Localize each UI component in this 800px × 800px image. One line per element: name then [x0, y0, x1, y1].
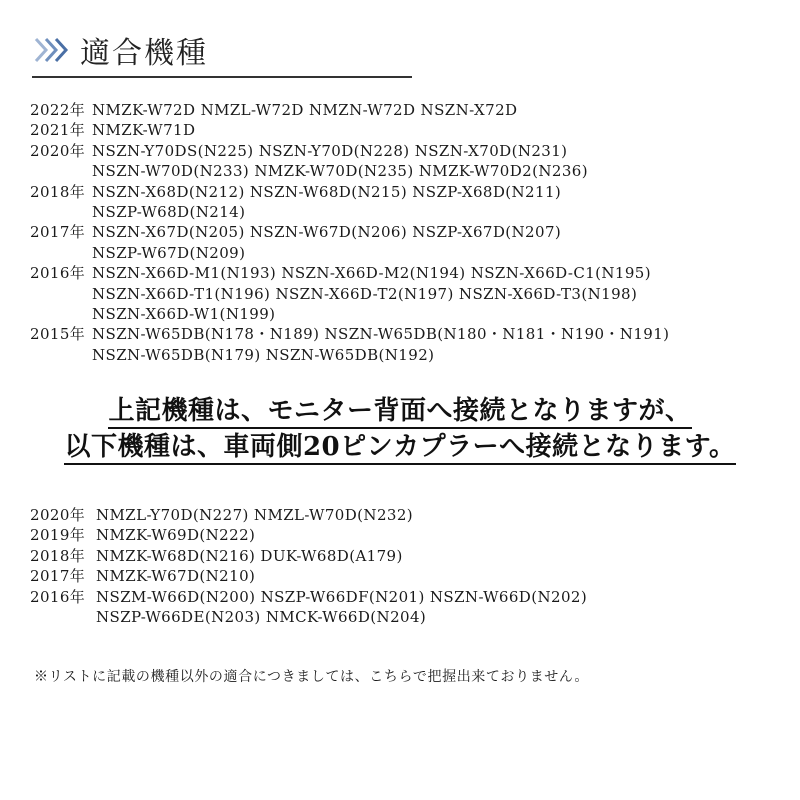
model-names: NMZL-Y70D(N227) NMZL-W70D(N232): [96, 506, 414, 524]
model-names: NSZN-W65DB(N179) NSZN-W65DB(N192): [92, 345, 435, 364]
year-label: [30, 304, 92, 324]
year-label: 2016年: [30, 587, 86, 606]
year-label: 2018年: [30, 546, 86, 565]
list-item: [30, 607, 587, 627]
list-item: [30, 587, 587, 607]
year-label: 2019年: [30, 526, 86, 545]
model-names: NSZN-X66D-W1(N199): [92, 305, 276, 324]
connection-notice-line-1: [0, 396, 800, 429]
list-item: [30, 546, 587, 566]
year-label: [30, 607, 96, 627]
model-names: NMZK-W68D(N216) DUK-W68D(A179): [96, 546, 403, 565]
model-names: NSZN-Y70DS(N225) NSZN-Y70D(N228) NSZN-X70D(N231): [92, 141, 568, 160]
list-item: [30, 304, 669, 324]
list-item: [30, 161, 669, 181]
page-title: 適合機種: [80, 36, 208, 71]
list-item: [30, 505, 587, 525]
year-label: [30, 243, 92, 263]
list-item: [30, 182, 669, 202]
year-label: 2021年: [30, 121, 86, 140]
model-names: NSZN-W65DB(N178・N189) NSZN-W65DB(N180・N181・N190・N191): [92, 325, 670, 344]
year-label: 2018年: [30, 182, 86, 201]
list-item: [30, 263, 669, 283]
title-underline: [32, 76, 412, 78]
model-names: NMZK-W71D: [92, 121, 196, 140]
year-label: 2016年: [30, 264, 86, 283]
list-item: [30, 100, 669, 120]
section-header: [32, 28, 208, 72]
year-label: 2017年: [30, 567, 86, 586]
year-label: 2017年: [30, 223, 86, 242]
list-item: [30, 525, 587, 545]
year-label: [30, 345, 92, 365]
list-item: [30, 566, 587, 586]
list-item: [30, 243, 669, 263]
list-item: [30, 222, 669, 242]
model-names: NSZP-W67D(N209): [92, 243, 246, 262]
compatible-models-list-rear: [30, 100, 669, 365]
double-chevron-right-icon: [32, 35, 72, 65]
connection-notice-line-2: [0, 432, 800, 465]
list-item: [30, 141, 669, 161]
notice-text-1: 上記機種は、モニター背面へ接続となりますが、: [108, 396, 691, 429]
year-label: 2020年: [30, 141, 86, 160]
year-label: 2020年: [30, 506, 86, 524]
year-label: [30, 284, 92, 304]
year-label: 2015年: [30, 325, 86, 344]
list-item: [30, 202, 669, 222]
list-item: [30, 345, 669, 365]
list-item: [30, 324, 669, 344]
model-names: NSZM-W66D(N200) NSZP-W66DF(N201) NSZN-W66D(N202): [96, 587, 588, 606]
model-names: NSZN-X66D-T1(N196) NSZN-X66D-T2(N197) NSZN-X66D-T3(N198): [92, 284, 638, 303]
year-label: 2022年: [30, 101, 86, 119]
year-label: [30, 161, 92, 181]
model-names: NSZP-W66DE(N203) NMCK-W66D(N204): [96, 608, 427, 627]
model-names: NSZN-W70D(N233) NMZK-W70D(N235) NMZK-W70D2(N236): [92, 162, 588, 181]
compatible-models-list-20pin: [30, 505, 587, 627]
list-item: [30, 284, 669, 304]
model-names: NSZN-X67D(N205) NSZN-W67D(N206) NSZP-X67D(N207): [92, 223, 562, 242]
model-names: NSZN-X68D(N212) NSZN-W68D(N215) NSZP-X68D(N211): [92, 182, 562, 201]
model-names: NSZN-X66D-M1(N193) NSZN-X66D-M2(N194) NSZN-X66D-C1(N195): [92, 264, 652, 283]
year-label: [30, 202, 92, 222]
footnote: ※リストに記載の機種以外の適合につきましては、こちらで把握出来ておりません。: [34, 669, 589, 685]
notice-text-2: 以下機種は、車両側20ピンカプラーへ接続となります。: [64, 432, 735, 465]
model-names: NMZK-W72D NMZL-W72D NMZN-W72D NSZN-X72D: [92, 101, 518, 119]
model-names: NMZK-W67D(N210): [96, 567, 256, 586]
list-item: [30, 120, 669, 140]
model-names: NSZP-W68D(N214): [92, 203, 246, 222]
model-names: NMZK-W69D(N222): [96, 526, 256, 545]
